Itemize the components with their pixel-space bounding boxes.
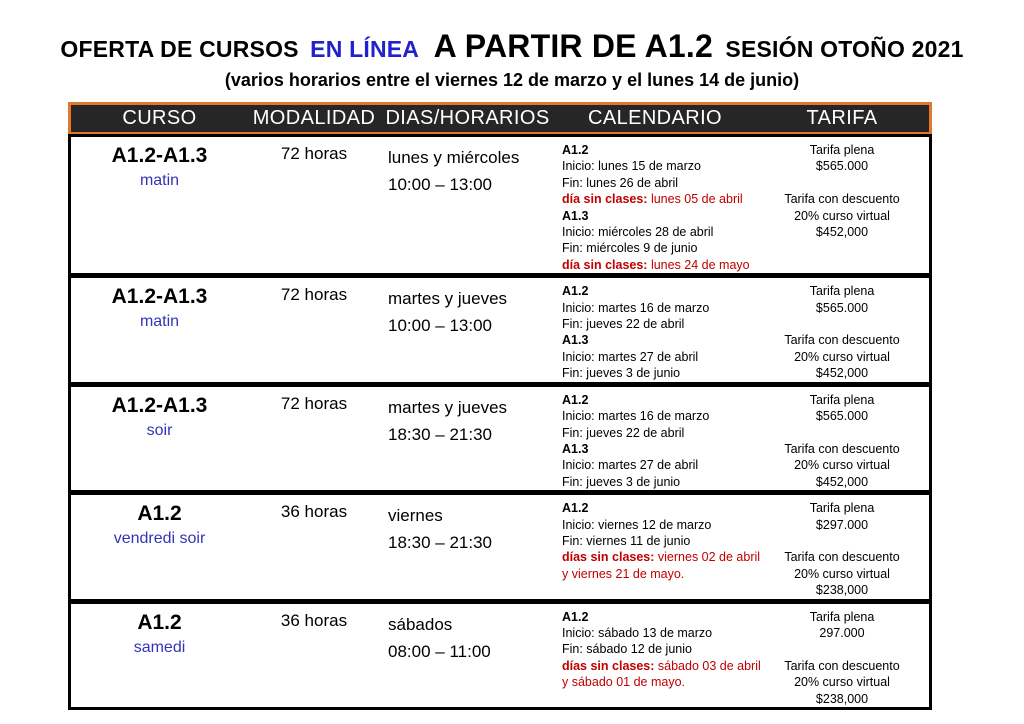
title-subtitle: (varios horarios entre el viernes 12 de marzo y el lunes 14 de junio) (224, 70, 800, 90)
tarifa-line: $297.000 (815, 517, 869, 532)
calendario-line: Fin: jueves 3 de junio (562, 474, 681, 489)
column-header-calendario: CALENDARIO (587, 107, 723, 129)
tarifa-line (755, 533, 929, 549)
modalidad-cell: 72 horas (280, 285, 348, 305)
tarifa-line: $452,000 (815, 474, 869, 489)
calendario-line: Inicio: miércoles 28 de abril (562, 225, 714, 240)
title-text-session: SESIÓN OTOÑO 2021 (725, 36, 964, 62)
title-text-level: A PARTIR DE A1.2 (433, 28, 713, 64)
course-schedule-label: soir (146, 421, 173, 439)
tarifa-line (755, 641, 929, 657)
calendario-line: A1.3 (562, 441, 589, 456)
title-line (0, 28, 1024, 65)
course-schedule-label: matin (139, 172, 180, 189)
tarifa-line: $565.000 (815, 159, 869, 174)
tarifa-cell (755, 278, 929, 381)
hours-text: 10:00 – 13:00 (388, 175, 492, 195)
calendario-line: Fin: jueves 22 de abril (562, 317, 685, 332)
course-schedule-label: vendredi soir (113, 530, 206, 548)
calendario-line: Fin: miércoles 9 de junio (562, 241, 698, 256)
curso-cell (71, 604, 248, 707)
hours-text: 18:30 – 21:30 (388, 533, 492, 553)
calendario-line: A1.2 (562, 392, 589, 407)
modalidad-cell: 72 horas (280, 393, 348, 413)
page-title (0, 0, 1024, 91)
calendario-line: A1.2 (562, 143, 589, 157)
modalidad-cell: 36 horas (280, 502, 348, 522)
dias-horarios-cell (380, 137, 555, 273)
calendario-cell (555, 137, 755, 273)
table-body (68, 134, 932, 710)
calendario-line: Inicio: viernes 12 de marzo (562, 517, 712, 532)
calendario-cell (555, 604, 761, 707)
calendario-line: A1.3 (562, 333, 589, 348)
table-row (68, 275, 932, 384)
tarifa-line: Tarifa plena (809, 284, 875, 299)
hours-text: 08:00 – 11:00 (388, 641, 491, 661)
tarifa-line: 20% curso virtual (794, 349, 890, 364)
curso-cell (71, 137, 248, 273)
tarifa-line: $238,000 (815, 583, 869, 598)
dias-horarios-cell (380, 495, 555, 598)
tarifa-line: 20% curso virtual (794, 208, 890, 223)
calendario-line: días sin clases: sábado 03 de abril (562, 658, 761, 673)
tarifa-line: Tarifa plena (809, 609, 875, 624)
course-schedule-label: samedi (133, 638, 186, 656)
dias-horarios-cell (380, 387, 555, 490)
course-name: A1.2 (137, 610, 182, 634)
calendario-line: y viernes 21 de mayo. (562, 566, 685, 581)
dias-horarios-cell (380, 604, 555, 707)
table-row (68, 384, 932, 493)
tarifa-line: Tarifa plena (809, 392, 875, 407)
days-text: viernes (388, 506, 443, 526)
calendario-line: A1.2 (562, 609, 589, 624)
tarifa-line (755, 425, 929, 441)
tarifa-line: 20% curso virtual (794, 675, 890, 690)
course-name: A1.2-A1.3 (111, 144, 208, 167)
calendario-line: días sin clases: viernes 02 de abril (562, 550, 761, 565)
days-text: martes y jueves (388, 289, 508, 309)
tarifa-cell (755, 387, 929, 490)
curso-cell (71, 278, 248, 381)
modalidad-cell: 36 horas (280, 610, 348, 630)
tarifa-line: 20% curso virtual (794, 566, 890, 581)
title-text-offer: OFERTA DE CURSOS (60, 36, 299, 62)
course-name: A1.2-A1.3 (111, 285, 208, 309)
tarifa-line: $565.000 (815, 409, 869, 424)
tarifa-line: $452,000 (815, 366, 869, 381)
days-text: lunes y miércoles (388, 148, 520, 167)
column-header-modalidad: MODALIDAD (252, 107, 376, 129)
calendario-line: Fin: jueves 3 de junio (562, 366, 681, 381)
table-row (68, 601, 932, 710)
calendario-line: A1.2 (562, 284, 589, 299)
tarifa-cell (755, 137, 929, 273)
tarifa-line: Tarifa con descuento (784, 333, 900, 348)
calendario-line: Inicio: martes 27 de abril (562, 458, 699, 473)
tarifa-line: $565.000 (815, 300, 869, 315)
hours-text: 18:30 – 21:30 (388, 424, 492, 444)
curso-cell (71, 387, 248, 490)
tarifa-line: Tarifa con descuento (784, 441, 900, 456)
calendario-cell (555, 495, 761, 598)
table-row (68, 134, 932, 276)
course-table (68, 102, 932, 710)
table-row (68, 492, 932, 601)
tarifa-line (755, 316, 929, 332)
tarifa-line (755, 175, 929, 191)
calendario-line: Fin: sábado 12 de junio (562, 642, 692, 657)
column-header-curso: CURSO (122, 107, 197, 129)
days-text: martes y jueves (388, 397, 508, 417)
table-header-row (68, 102, 932, 135)
column-header-tarifa: TARIFA (806, 107, 878, 129)
course-schedule-label: matin (139, 313, 180, 331)
calendario-line: día sin clases: lunes 05 de abril (562, 192, 743, 207)
tarifa-line: Tarifa plena (809, 143, 875, 157)
curso-cell (71, 495, 248, 598)
calendario-cell (555, 387, 755, 490)
calendario-line: Inicio: martes 16 de marzo (562, 409, 710, 424)
tarifa-line: Tarifa con descuento (784, 550, 900, 565)
column-header-dias-horarios: DIAS/HORARIOS (385, 107, 550, 129)
calendario-line: Inicio: martes 16 de marzo (562, 300, 710, 315)
tarifa-cell (755, 604, 929, 707)
days-text: sábados (388, 614, 453, 634)
calendario-line: Inicio: lunes 15 de marzo (562, 159, 701, 174)
calendario-line: Inicio: sábado 13 de marzo (562, 625, 713, 640)
modalidad-cell: 72 horas (280, 144, 348, 163)
dias-horarios-cell (380, 278, 555, 381)
calendario-line: Fin: viernes 11 de junio (562, 533, 691, 548)
tarifa-line: Tarifa con descuento (784, 192, 900, 207)
tarifa-cell (755, 495, 929, 598)
hours-text: 10:00 – 13:00 (388, 316, 492, 336)
calendario-line: A1.2 (562, 501, 589, 516)
tarifa-line: 20% curso virtual (794, 458, 890, 473)
course-name: A1.2-A1.3 (111, 393, 208, 417)
calendario-line: Inicio: martes 27 de abril (562, 349, 699, 364)
tarifa-line: Tarifa plena (809, 501, 875, 516)
calendario-line: Fin: lunes 26 de abril (562, 175, 679, 190)
calendario-line: y sábado 01 de mayo. (562, 675, 685, 690)
calendario-line: día sin clases: lunes 24 de mayo (562, 257, 750, 272)
title-text-online: EN LÍNEA (310, 36, 420, 62)
tarifa-line: $452,000 (815, 225, 869, 240)
tarifa-line: Tarifa con descuento (784, 658, 900, 673)
course-name: A1.2 (137, 502, 182, 526)
calendario-line: Fin: jueves 22 de abril (562, 425, 685, 440)
calendario-line: A1.3 (562, 208, 589, 223)
tarifa-line: 297.000 (819, 625, 865, 640)
tarifa-line: $238,000 (815, 691, 869, 706)
calendario-cell (555, 278, 755, 381)
